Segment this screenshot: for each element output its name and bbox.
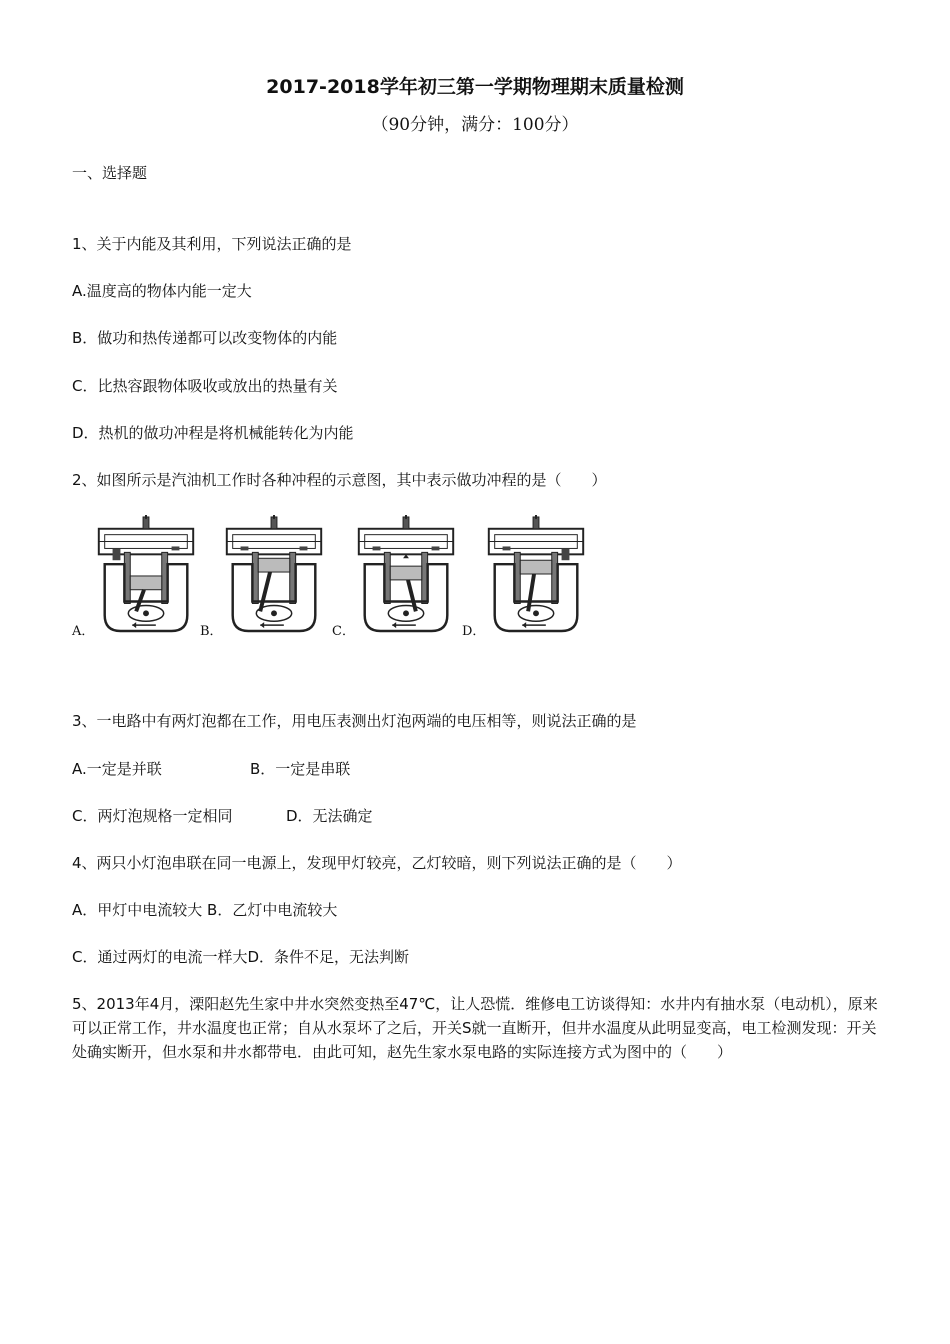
q4-options-row1: A．甲灯中电流较大 B．乙灯中电流较大 — [72, 901, 338, 919]
q1-option-c: C．比热容跟物体吸收或放出的热量有关 — [72, 377, 338, 395]
section-heading: 一、选择题 — [72, 164, 148, 182]
engine-compression-icon — [224, 515, 324, 633]
engine-exhaust-icon — [486, 515, 586, 633]
engine-intake-icon — [96, 515, 196, 633]
q5-stem: 5、2013年4月，溧阳赵先生家中井水突然变热至47℃，让人恐慌．维修电工访谈得知：水井内有抽水泵（电动机），原来可以正常工作，井水温度也正常；自从水泵坏了之后，开关S就一直断开，但井水温度从此明显变高，电工检测发现：开关处确实断开，但水泵和井水都带电．由此可知，赵先生家水泵电路的实际连接方式为图中的（ ） — [72, 995, 878, 1061]
engine-power-icon — [356, 515, 456, 633]
q2-label-b: B． — [200, 624, 223, 639]
page-title: 2017-2018学年初三第一学期物理期末质量检测 — [266, 76, 684, 98]
q4-options-row2: C．通过两灯的电流一样大D．条件不足，无法判断 — [72, 948, 410, 966]
q2-label-c: C． — [332, 624, 355, 639]
q2-label-d: D． — [462, 624, 486, 639]
q1-stem: 1、关于内能及其利用，下列说法正确的是 — [72, 235, 352, 253]
q3-option-b: B．一定是串联 — [250, 760, 351, 778]
page-subtitle: （90分钟，满分：100分） — [371, 115, 579, 135]
q3-option-a: A.一定是并联 — [72, 760, 162, 778]
q3-stem: 3、一电路中有两灯泡都在工作，用电压表测出灯泡两端的电压相等，则说法正确的是 — [72, 712, 637, 730]
q3-option-c: C．两灯泡规格一定相同 — [72, 807, 233, 825]
q4-stem: 4、两只小灯泡串联在同一电源上，发现甲灯较亮，乙灯较暗，则下列说法正确的是（ ） — [72, 854, 682, 872]
q1-option-a: A.温度高的物体内能一定大 — [72, 282, 252, 300]
q2-label-a: A． — [72, 624, 95, 639]
q2-stem: 2、如图所示是汽油机工作时各种冲程的示意图，其中表示做功冲程的是（ ） — [72, 471, 607, 489]
q3-option-d: D．无法确定 — [286, 807, 373, 825]
q1-option-b: B．做功和热传递都可以改变物体的内能 — [72, 329, 338, 347]
q1-option-d: D．热机的做功冲程是将机械能转化为内能 — [72, 424, 354, 442]
